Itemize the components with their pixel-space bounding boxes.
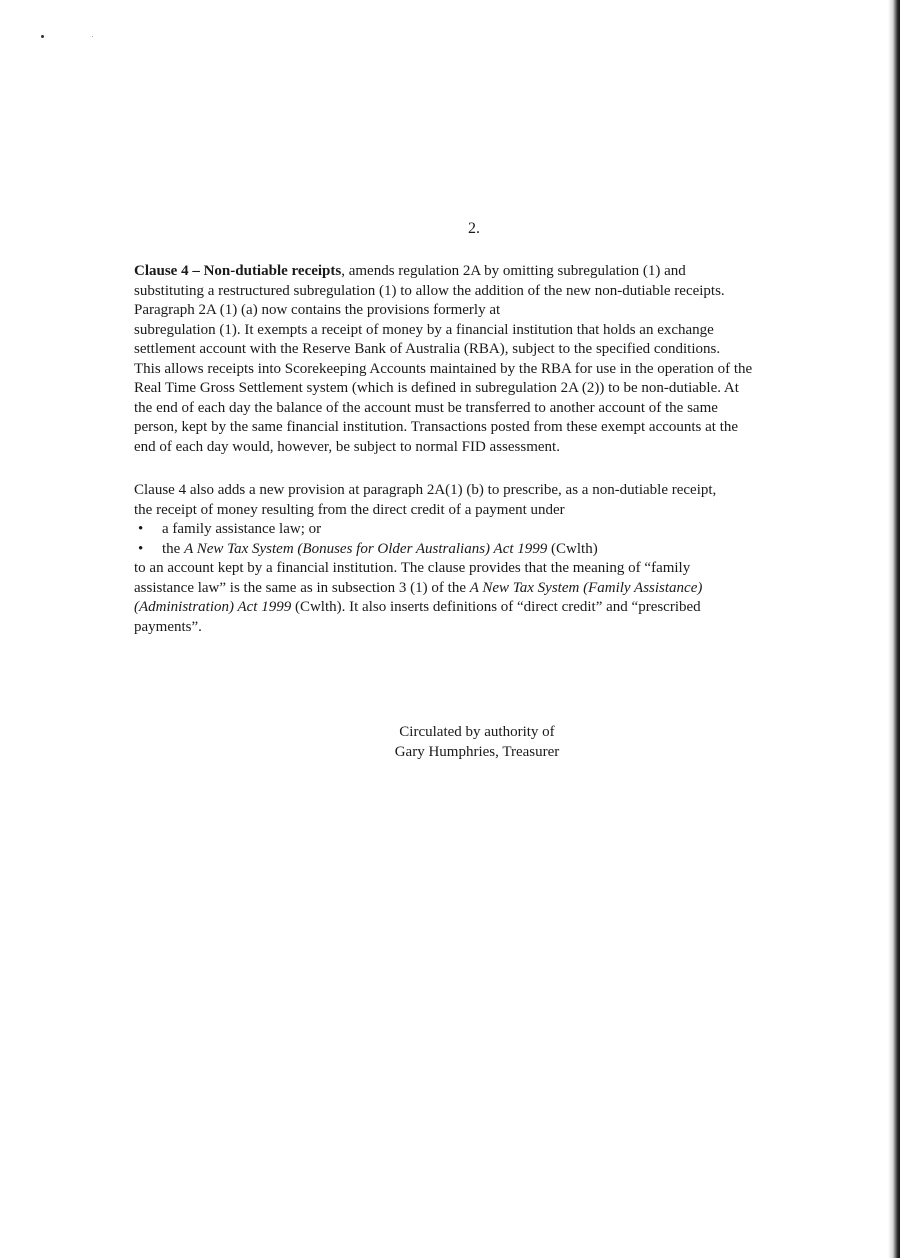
- paragraph-line: [134, 579, 834, 599]
- act-title: A New Tax System (Bonuses for Older Australians) Act 1999: [184, 540, 548, 557]
- paragraph-line: settlement account with the Reserve Bank of Australia (RBA), subject to the specified conditions.: [134, 341, 721, 357]
- paragraph-line: [134, 598, 834, 618]
- paragraph-line: end of each day would, however, be subject to normal FID assessment.: [134, 438, 560, 455]
- paragraph-line: Clause 4 also adds a new provision at paragraph 2A(1) (b) to prescribe, as a non-dutiable receipt,: [134, 482, 717, 498]
- paragraph-line: subregulation (1). It exempts a receipt of money by a financial institution that holds an exchange: [134, 321, 714, 338]
- bullet-item: [134, 540, 834, 560]
- paragraph-line: payments”.: [134, 618, 202, 635]
- paragraph-line: This allows receipts into Scorekeeping Accounts maintained by the RBA for use in the operation of the: [134, 360, 753, 377]
- bullet-text: the: [162, 540, 185, 557]
- paragraph-line: Real Time Gross Settlement system (which is defined in subregulation 2A (2)) to be non-dutiable. At: [134, 380, 739, 396]
- line-text: (Cwlth). It also inserts definitions of “direct credit” and “prescribed: [291, 599, 701, 615]
- paragraph-line: the end of each day the balance of the account must be transferred to another account of the same: [134, 399, 718, 416]
- signature-authority: Circulated by authority of: [399, 724, 555, 740]
- paragraph-line: the receipt of money resulting from the direct credit of a payment under: [134, 501, 565, 518]
- bullet-item: [134, 520, 834, 540]
- clause4-paragraph: [134, 262, 834, 457]
- paragraph-line: [134, 262, 834, 282]
- line-text: assistance law” is the same as in subsection 3 (1) of the: [134, 579, 470, 596]
- bullet-icon: •: [138, 540, 144, 557]
- act-title: (Administration) Act 1999: [134, 599, 292, 615]
- signature-name: Gary Humphries, Treasurer: [394, 744, 560, 760]
- scan-speck: [41, 35, 44, 38]
- heading-line-text: , amends regulation 2A by omitting subregulation (1) and: [341, 263, 686, 279]
- paragraph-line: person, kept by the same financial institution. Transactions posted from these exempt accounts at the: [134, 419, 739, 435]
- page-number: 2.: [468, 220, 480, 237]
- paragraph-line: to an account kept by a financial institution. The clause provides that the meaning of “family: [134, 560, 691, 576]
- paragraph-line: Paragraph 2A (1) (a) now contains the provisions formerly at: [134, 302, 501, 318]
- signature-block: [352, 722, 602, 762]
- bullet-icon: •: [138, 521, 144, 537]
- bullet-text: a family assistance law; or: [162, 521, 322, 537]
- clause4-addition-paragraph: [134, 481, 834, 637]
- clause-heading: Clause 4 – Non-dutiable receipts: [134, 263, 342, 279]
- paragraph-line: substituting a restructured subregulation (1) to allow the addition of the new non-dutiable receipts.: [134, 282, 725, 299]
- act-title: A New Tax System (Family Assistance): [469, 579, 703, 596]
- bullet-text: (Cwlth): [547, 540, 598, 557]
- scan-speck: [92, 36, 93, 37]
- scan-edge-shadow: [888, 0, 900, 1258]
